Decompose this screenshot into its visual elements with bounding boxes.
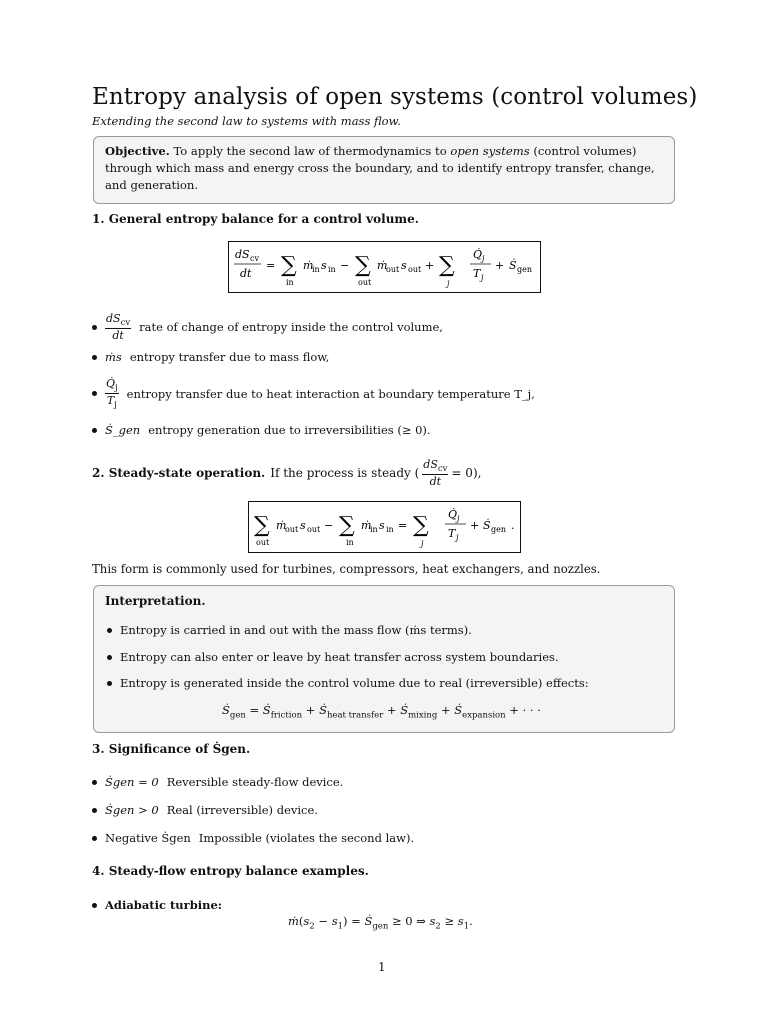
- page-subtitle: Extending the second law to systems with mass flow.: [92, 114, 401, 128]
- q-over-t-fraction: $\frac{Q̇_j}{T_j}$: [106, 377, 118, 411]
- svg-text:j: j: [481, 273, 484, 282]
- bullet-dot: [107, 681, 112, 686]
- steady-balance-svg: [249, 502, 520, 552]
- bullet-text: rate of change of entropy inside the control volume,: [139, 320, 443, 335]
- svg-text:in: in: [328, 265, 336, 274]
- svg-text:∑: ∑: [439, 253, 455, 278]
- interpretation-item-text: Entropy is carried in and out with the mass flow (ṁs terms).: [120, 623, 472, 637]
- svg-text:in: in: [370, 525, 378, 534]
- svg-text:out: out: [285, 525, 299, 534]
- svg-text:s: s: [401, 259, 407, 272]
- interpretation-item-text: Entropy can also enter or leave by heat transfer across system boundaries.: [120, 650, 559, 664]
- svg-text:=: =: [398, 519, 408, 532]
- bullet-dot: [92, 903, 97, 908]
- significance-item: [92, 775, 343, 789]
- svg-text:∑: ∑: [339, 513, 355, 538]
- svg-text:∑: ∑: [413, 513, 429, 538]
- svg-text:cv: cv: [250, 254, 259, 263]
- bullet-mass-flow: [92, 350, 329, 364]
- svg-text:ṁ: ṁ: [303, 259, 314, 272]
- svg-text:+: +: [470, 519, 480, 532]
- general-balance-svg: [229, 242, 540, 292]
- svg-text:s: s: [321, 259, 327, 272]
- bullet-dot: [92, 780, 97, 785]
- significance-text: Reversible steady-flow device.: [166, 775, 344, 789]
- svg-text:ṁ: ṁ: [361, 519, 372, 532]
- svg-text:dt: dt: [240, 267, 252, 280]
- significance-condition: Ṡgen > 0: [105, 803, 159, 817]
- significance-condition: Negative Ṡgen: [105, 831, 191, 845]
- svg-text:j: j: [421, 539, 424, 548]
- page-number: 1: [378, 960, 386, 974]
- svg-text:Q̇: Q̇: [473, 248, 483, 261]
- interpretation-item: [107, 650, 559, 664]
- objective-label: Objective.: [105, 144, 170, 158]
- steady-balance-equation: [248, 501, 521, 553]
- section-1-heading: 1. General entropy balance for a control volume.: [92, 212, 419, 226]
- page-title: Entropy analysis of open systems (control volumes): [92, 84, 698, 110]
- bullet-text: entropy generation due to irreversibilities (≥ 0).: [148, 423, 431, 437]
- svg-text:out: out: [358, 278, 372, 287]
- svg-text:dS: dS: [235, 248, 250, 261]
- significance-item: [92, 803, 318, 817]
- svg-text:ṁ: ṁ: [377, 259, 388, 272]
- section-4-heading: 4. Steady-flow entropy balance examples.: [92, 864, 369, 878]
- objective-text-em: open systems: [450, 144, 530, 158]
- bullet-dot: [92, 836, 97, 841]
- svg-text:Q̇: Q̇: [448, 508, 458, 521]
- significance-condition: Ṡgen = 0: [105, 775, 159, 789]
- svg-text:in: in: [286, 278, 294, 287]
- bullet-term: ṁs: [105, 350, 122, 364]
- significance-item: [92, 831, 414, 845]
- dscv-dt-fraction: $\frac{dS_{cv}}{dt}$: [106, 312, 131, 343]
- svg-text:.: .: [511, 519, 515, 532]
- turbine-equation: $ṁ(s_2 - s_1)$ = Ṡ$_{gen}$ ≥ 0 ⇒ $s_2 \ge s_1$.: [288, 914, 473, 932]
- svg-text:out: out: [408, 265, 422, 274]
- bullet-dot: [92, 428, 97, 433]
- objective-text-pre: To apply the second law of thermodynamics to: [173, 144, 447, 158]
- general-balance-equation: [228, 241, 541, 293]
- svg-text:out: out: [256, 538, 270, 547]
- bullet-dot: [92, 391, 97, 396]
- bullet-dot: [107, 655, 112, 660]
- svg-text:j: j: [447, 279, 450, 288]
- svg-text:out: out: [307, 525, 321, 534]
- interpretation-box: [93, 585, 675, 733]
- bullet-dot: [107, 628, 112, 633]
- significance-text: Impossible (violates the second law).: [198, 831, 415, 845]
- significance-text: Real (irreversible) device.: [166, 803, 318, 817]
- section-2-text-post: = 0),: [451, 466, 482, 481]
- section-2-text-pre: If the process is steady (: [270, 466, 420, 481]
- objective-box: [93, 136, 675, 204]
- section-3-heading: 3. Significance of Ṡgen.: [92, 742, 251, 756]
- svg-text:gen: gen: [491, 525, 507, 534]
- common-use-text: This form is commonly used for turbines, compressors, heat exchangers, and nozzles.: [92, 562, 601, 576]
- bullet-text: entropy transfer due to mass flow,: [129, 350, 330, 364]
- svg-text:gen: gen: [517, 265, 533, 274]
- steady-dscv-dt: $\frac{dS_{cv}}{dt}$: [423, 458, 448, 489]
- section-2-heading: 2. Steady-state operation.: [92, 466, 266, 481]
- svg-text:in: in: [312, 265, 320, 274]
- interpretation-item-text: Entropy is generated inside the control volume due to real (irreversible) effects:: [120, 676, 589, 690]
- svg-text:+: +: [425, 259, 435, 272]
- bullet-dot: [92, 325, 97, 330]
- svg-text:s: s: [379, 519, 385, 532]
- svg-text:=: =: [266, 259, 276, 272]
- objective-text-post: (control volumes) through which mass and energy cross the boundary, and to identify entropy transfer, change, and generation.: [105, 144, 655, 192]
- svg-text:j: j: [457, 514, 460, 523]
- svg-text:j: j: [482, 254, 485, 263]
- svg-text:∑: ∑: [355, 253, 371, 278]
- svg-text:out: out: [386, 265, 400, 274]
- svg-text:T: T: [473, 267, 481, 280]
- svg-text:−: −: [340, 259, 350, 272]
- svg-text:∑: ∑: [281, 253, 297, 278]
- svg-text:−: −: [324, 519, 334, 532]
- svg-text:Ṡ: Ṡ: [483, 519, 491, 532]
- interpretation-item: [107, 676, 589, 690]
- bullet-generation: [92, 423, 431, 437]
- svg-text:s: s: [300, 519, 306, 532]
- svg-text:Ṡ: Ṡ: [509, 259, 517, 272]
- bullet-entropy-rate: [92, 312, 443, 342]
- bullet-text: entropy transfer due to heat interaction at boundary temperature T_j,: [126, 386, 535, 401]
- svg-text:∑: ∑: [254, 513, 270, 538]
- interpretation-item: [107, 623, 472, 637]
- bullet-heat-transfer: [92, 377, 535, 410]
- svg-text:ṁ: ṁ: [276, 519, 287, 532]
- interpretation-heading: Interpretation.: [105, 594, 206, 608]
- example-label: Adiabatic turbine:: [105, 898, 223, 912]
- svg-text:T: T: [448, 527, 456, 540]
- sgen-decomposition-equation: Ṡ$_{gen}$ = Ṡ$_{friction}$ + Ṡ$_{heat transfer}$ + Ṡ$_{mixing}$ + Ṡ$_{expansion}$ + · · ·: [222, 703, 541, 721]
- svg-text:in: in: [386, 525, 394, 534]
- bullet-dot: [92, 808, 97, 813]
- section-2-heading-line: [92, 458, 481, 488]
- svg-text:j: j: [456, 533, 459, 542]
- svg-text:in: in: [346, 538, 354, 547]
- svg-text:+: +: [495, 259, 505, 272]
- example-adiabatic-turbine: [92, 898, 222, 912]
- bullet-dot: [92, 355, 97, 360]
- bullet-term: Ṡ_gen: [105, 423, 141, 437]
